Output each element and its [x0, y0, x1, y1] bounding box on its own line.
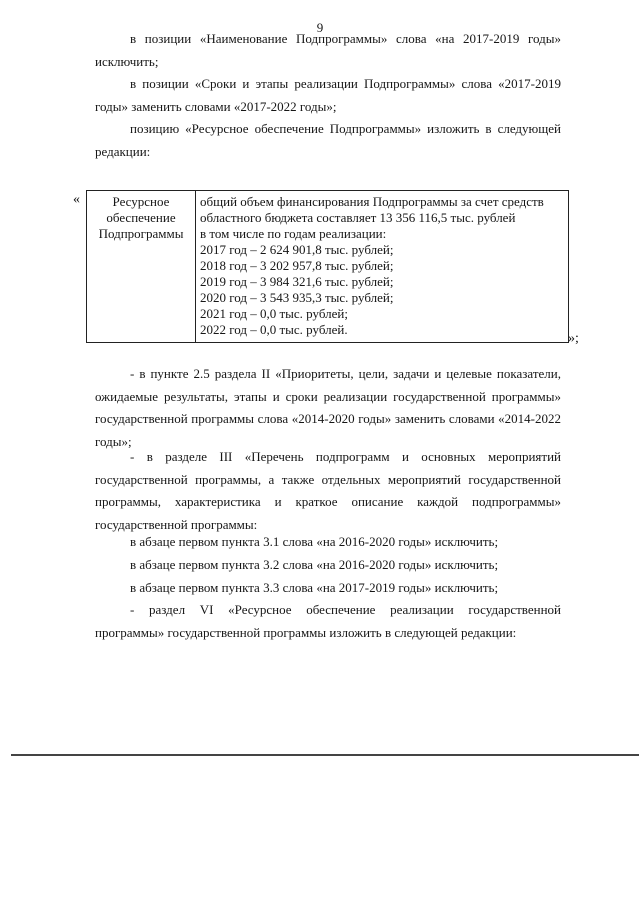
- paragraph-name-position: в позиции «Наименование Подпрограммы» слова «на 2017-2019 годы» исключить;: [95, 31, 561, 69]
- table-line-2022: 2022 год – 0,0 тыс. рублей.: [200, 322, 348, 337]
- paragraph-terms-position: в позиции «Сроки и этапы реализации Подпрограммы» слова «2017-2019 годы» заменить словами «2017-2022 годы»;: [95, 76, 561, 114]
- table-line-by-years: в том числе по годам реализации:: [200, 226, 387, 241]
- paragraph-section-6: - раздел VI «Ресурсное обеспечение реализации государственной программы» государственной программы изложить в следующей редакции:: [95, 602, 561, 640]
- table-line-2021: 2021 год – 0,0 тыс. рублей;: [200, 306, 348, 321]
- bottom-divider: [11, 754, 639, 756]
- page-number: 9: [316, 20, 324, 35]
- table-line-total: общий объем финансирования Подпрограммы за счет средств областного бюджета составляет 13 356 116,5 тыс. рублей: [200, 194, 544, 225]
- paragraph-item-3-1: в абзаце первом пункта 3.1 слова «на 2016-2020 годы» исключить;: [130, 534, 499, 549]
- table-line-2018: 2018 год – 3 202 957,8 тыс. рублей;: [200, 258, 394, 273]
- table-row: [87, 191, 569, 343]
- table-cell-content: [196, 191, 569, 343]
- paragraph-item-3-2: в абзаце первом пункта 3.2 слова «на 2016-2020 годы» исключить;: [130, 557, 499, 572]
- paragraph-section-3: - в разделе III «Перечень подпрограмм и основных мероприятий государственной программы, а также отдельных мероприятий государственной программы, характеристика и краткое описание каждой подпрограммы» государственной программы:: [95, 449, 561, 532]
- resource-table: [86, 190, 569, 343]
- paragraph-resource-position: позицию «Ресурсное обеспечение Подпрограммы» изложить в следующей редакции:: [95, 121, 561, 159]
- table-line-2020: 2020 год – 3 543 935,3 тыс. рублей;: [200, 290, 394, 305]
- paragraph-section-2-5: - в пункте 2.5 раздела II «Приоритеты, цели, задачи и целевые показатели, ожидаемые результаты, этапы и сроки реализации государственной программы» государственной программы слова «2014-2020 годы» заменить словами «2014-2022 годы»;: [95, 366, 561, 449]
- table-line-2017: 2017 год – 2 624 901,8 тыс. рублей;: [200, 242, 394, 257]
- table-line-2019: 2019 год – 3 984 321,6 тыс. рублей;: [200, 274, 394, 289]
- table-cell-label: Ресурсное обеспечение Подпрограммы: [87, 191, 196, 343]
- table-close-quote: »;: [568, 331, 579, 346]
- paragraph-item-3-3: в абзаце первом пункта 3.3 слова «на 2017-2019 годы» исключить;: [130, 580, 499, 595]
- table-open-quote: «: [73, 192, 80, 207]
